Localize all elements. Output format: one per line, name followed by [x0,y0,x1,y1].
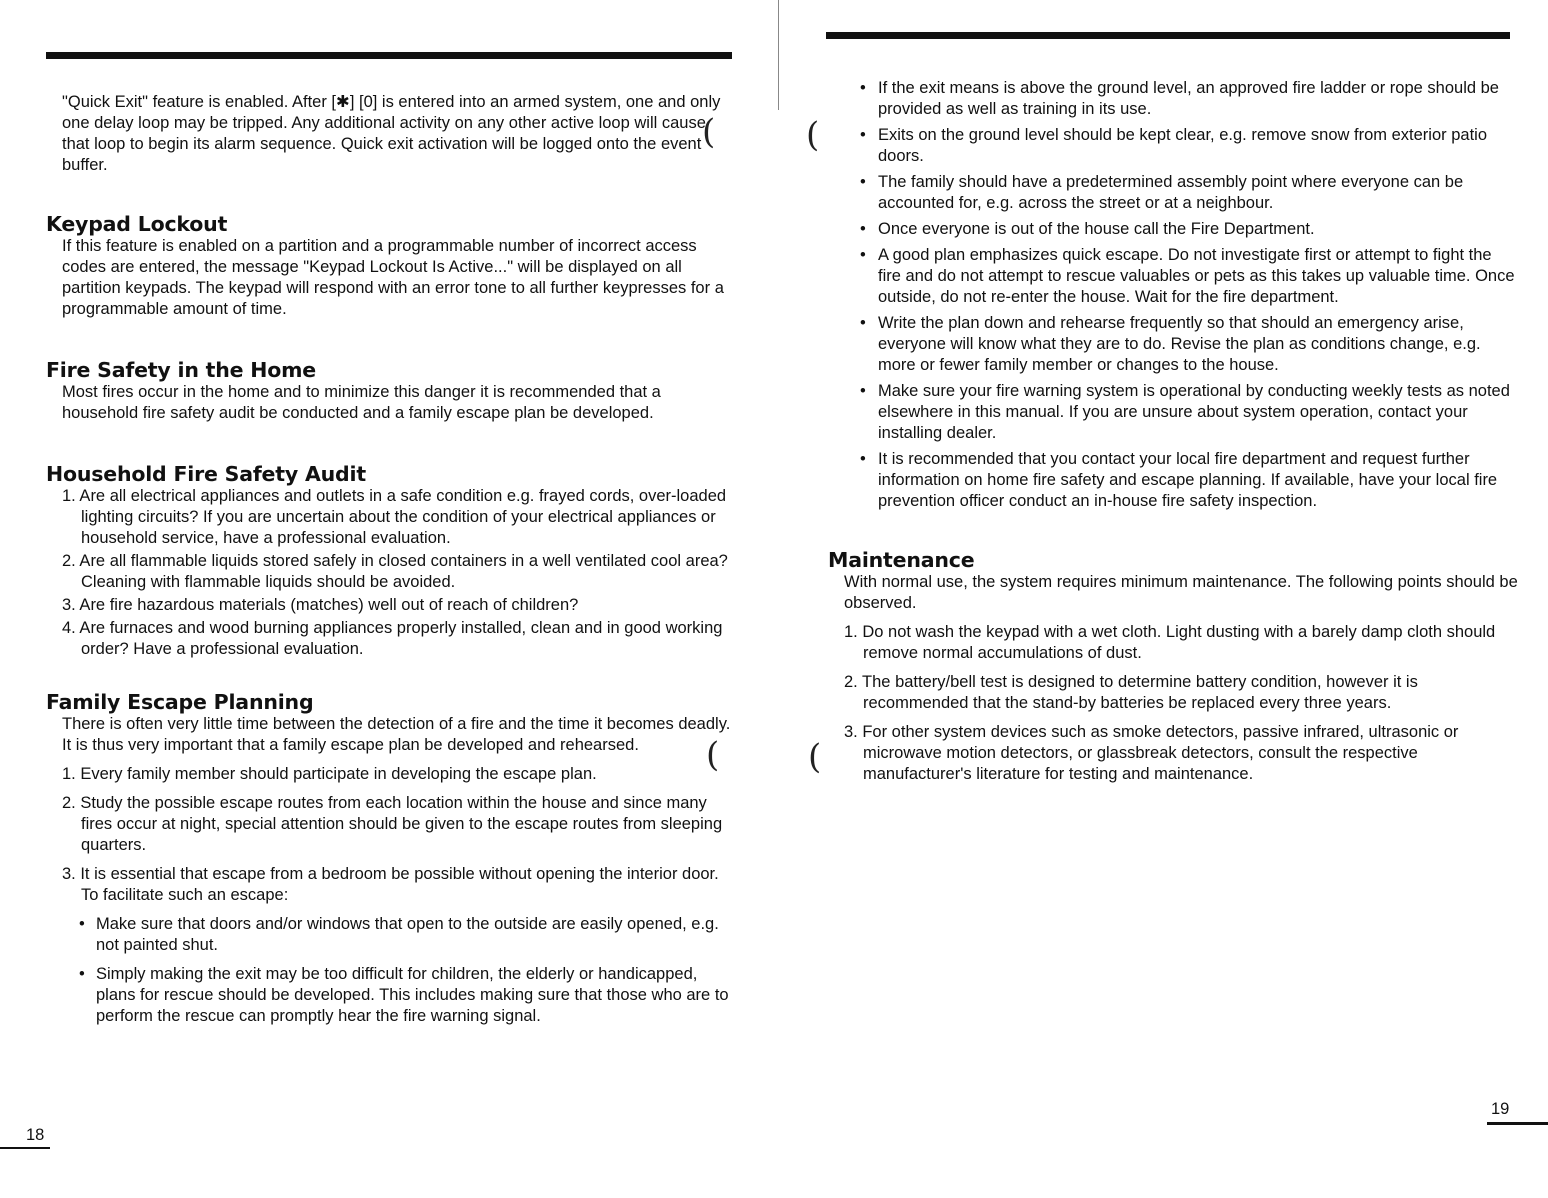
bullet-text: Write the plan down and rehearse frequently so that should an emergency arise, everyone will know what they are to do. Revise the plan as conditions change, e.g. more or fewer family member or changes to the house. [878,314,1481,374]
bullet-text: Once everyone is out of the house call the Fire Department. [878,220,1315,238]
bullet-text: The family should have a predetermined assembly point where everyone can be accounted for, e.g. across the street or at a neighbour. [878,173,1464,212]
bullet-icon: • [860,79,866,97]
list-item [828,449,1518,512]
escape-planning-heading: Family Escape Planning [46,690,314,714]
bullet-text: If the exit means is above the ground level, an approved fire ladder or rope should be provided as well as training in its use. [878,79,1499,118]
binding-mark: ( [808,737,822,777]
right-page [828,78,1518,785]
list-item [828,381,1518,444]
escape-list [46,764,736,906]
left-bottom-rule [0,1147,50,1149]
bullet-text: Exits on the ground level should be kept clear, e.g. remove snow from exterior patio doors. [878,126,1487,165]
list-item [828,125,1518,167]
bullet-icon: • [860,173,866,191]
maintenance-list [828,622,1518,785]
list-item: 1. Do not wash the keypad with a wet cloth. Light dusting with a barely damp cloth should remove normal accumulations of dust. [844,623,1496,662]
bullet-icon: • [860,246,866,264]
bullet-text: Make sure that doors and/or windows that open to the outside are easily opened, e.g. not painted shut. [96,915,719,954]
escape-bullets [46,914,736,1027]
left-page [46,92,736,1027]
binding-gutter-line [778,0,779,110]
bullet-text: Make sure your fire warning system is operational by conducting weekly tests as noted elsewhere in this manual. If you are unsure about system operation, contact your installing dealer. [878,382,1510,442]
list-item [46,914,736,956]
list-item: 3. For other system devices such as smoke detectors, passive infrared, ultrasonic or microwave motion detectors, or glassbreak detectors, consult the respective manufacturer's literature for testing and maintenance. [844,723,1459,783]
binding-mark: ( [702,112,716,152]
bullet-icon: • [860,220,866,238]
quick-exit-paragraph: "Quick Exit" feature is enabled. After [✱] [0] is entered into an armed system, one and only one delay loop may be tripped. Any additional activity on any other active loop will cause that loop to begin its alarm sequence. Quick exit activation will be logged onto the event buffer. [62,93,721,174]
bullet-icon: • [860,314,866,332]
bullet-icon: • [79,965,85,983]
bullet-text: It is recommended that you contact your local fire department and request further information on home fire safety and escape planning. If available, have your local fire prevention officer conduct an in-house fire safety inspection. [878,450,1498,510]
list-item [828,313,1518,376]
list-item: 3. Are fire hazardous materials (matches) well out of reach of children? [62,596,579,614]
keypad-lockout-heading: Keypad Lockout [46,212,228,236]
list-item: 2. Study the possible escape routes from each location within the house and since many fires occur at night, special attention should be given to the escape routes from sleeping quarters. [62,794,723,854]
keypad-lockout-paragraph: If this feature is enabled on a partition and a programmable number of incorrect access codes are entered, the message "Keypad Lockout Is Active..." will be displayed on all partition keypads. The keypad will respond with an error tone to all further keypresses for a programmable amount of time. [62,237,724,318]
right-top-rule [826,32,1510,39]
escape-bullets-continued [828,78,1518,512]
bullet-text: A good plan emphasizes quick escape. Do not investigate first or attempt to fight the fire and do not attempt to rescue valuables or pets as this takes up valuable time. Once outside, do not re-enter the house. Wait for the fire department. [878,246,1515,306]
list-item [828,245,1518,308]
page-number-left: 18 [26,1126,45,1144]
bullet-icon: • [860,450,866,468]
escape-planning-paragraph: There is often very little time between the detection of a fire and the time it becomes deadly. It is thus very important that a family escape plan be developed and rehearsed. [62,715,731,754]
list-item: 2. Are all flammable liquids stored safely in closed containers in a well ventilated cool area? Cleaning with flammable liquids should be avoided. [62,552,728,591]
audit-list [46,486,736,660]
list-item [46,964,736,1027]
list-item [828,172,1518,214]
audit-heading: Household Fire Safety Audit [46,462,366,486]
binding-mark: ( [806,115,820,155]
list-item [828,219,1518,240]
list-item: 3. It is essential that escape from a bedroom be possible without opening the interior door. To facilitate such an escape: [62,865,719,904]
maintenance-heading: Maintenance [828,548,975,572]
right-bottom-rule [1487,1122,1548,1125]
list-item: 1. Are all electrical appliances and outlets in a safe condition e.g. frayed cords, over-loaded lighting circuits? If you are uncertain about the condition of your electrical appliances or household service, have a professional evaluation. [62,487,727,547]
page-number-right: 19 [1491,1100,1510,1118]
maintenance-paragraph: With normal use, the system requires minimum maintenance. The following points should be observed. [844,573,1518,612]
fire-safety-heading: Fire Safety in the Home [46,358,316,382]
bullet-icon: • [860,382,866,400]
list-item [828,78,1518,120]
fire-safety-paragraph: Most fires occur in the home and to minimize this danger it is recommended that a household fire safety audit be conducted and a family escape plan be developed. [62,383,661,422]
binding-mark: ( [706,735,720,775]
list-item: 4. Are furnaces and wood burning appliances properly installed, clean and in good working order? Have a professional evaluation. [62,619,723,658]
list-item: 1. Every family member should participate in developing the escape plan. [62,765,597,783]
bullet-text: Simply making the exit may be too difficult for children, the elderly or handicapped, plans for rescue should be developed. This includes making sure that those who are to perform the rescue can promptly hear the fire warning signal. [96,965,729,1025]
bullet-icon: • [79,915,85,933]
bullet-icon: • [860,126,866,144]
list-item: 2. The battery/bell test is designed to determine battery condition, however it is recommended that the stand-by batteries be replaced every three years. [844,673,1418,712]
left-top-rule [46,52,732,59]
